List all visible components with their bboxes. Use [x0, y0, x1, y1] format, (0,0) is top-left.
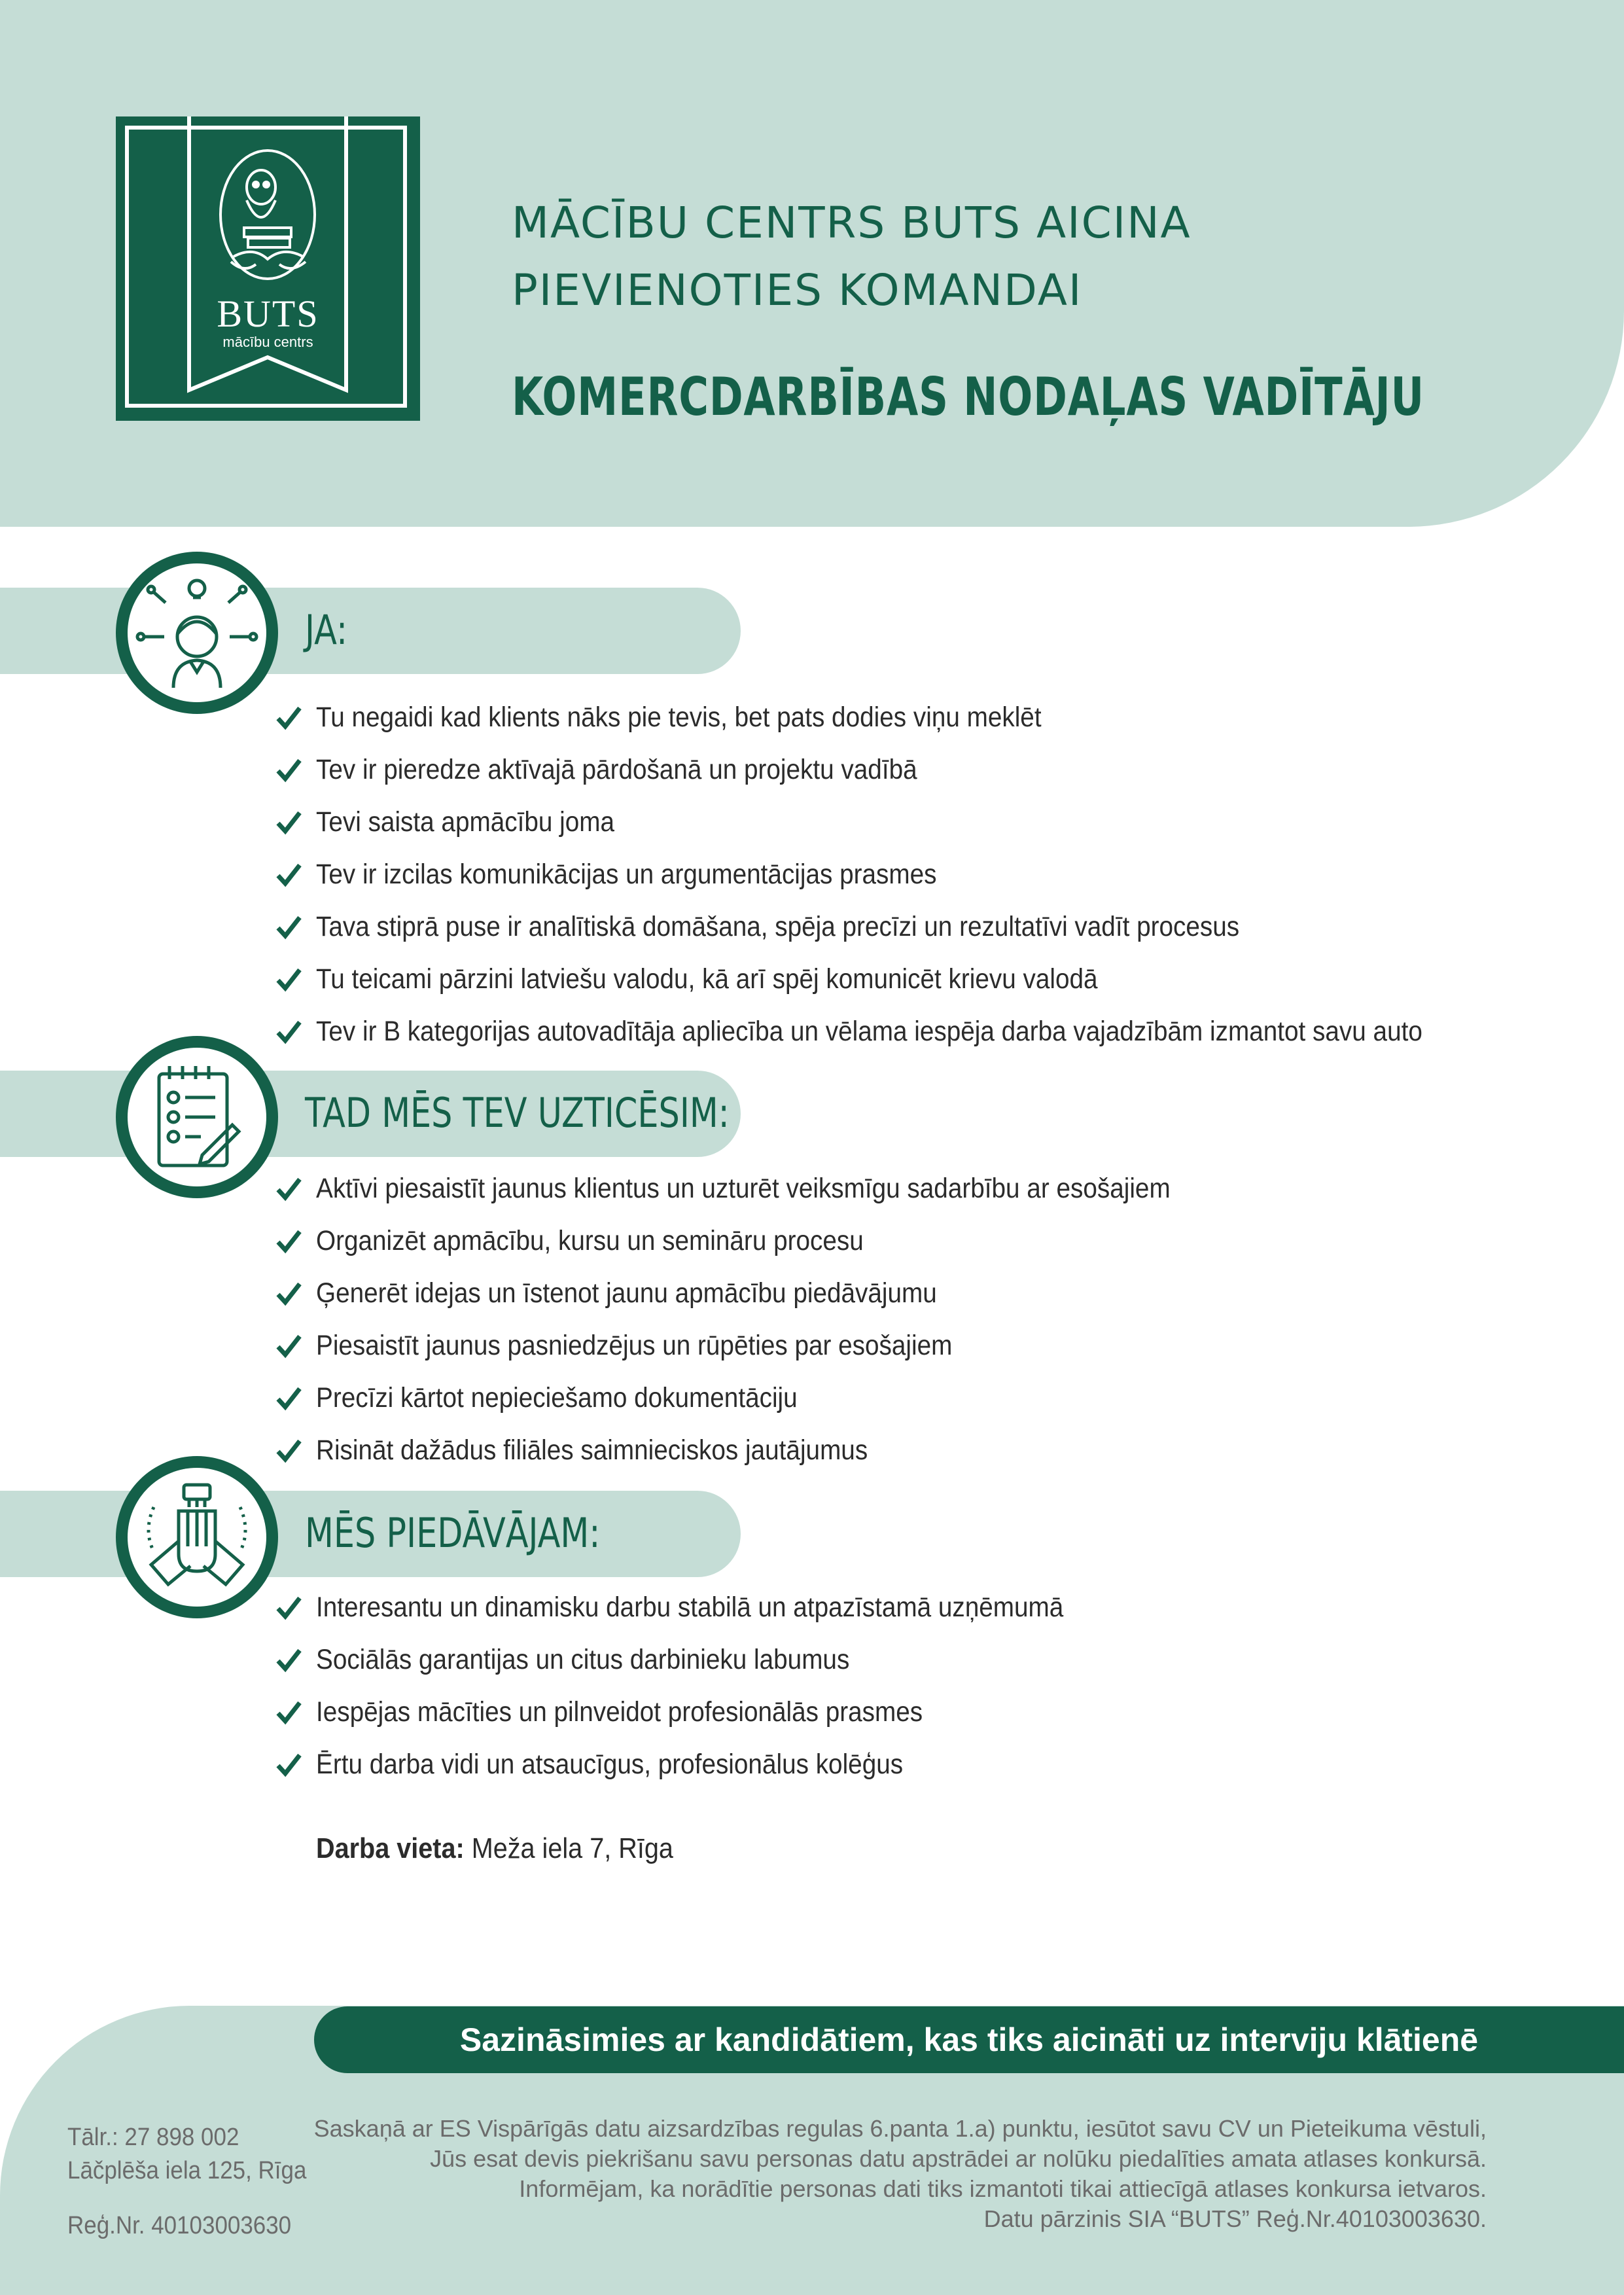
- workplace-label: Darba vieta:: [316, 1832, 465, 1864]
- list-item: Tev ir pieredze aktīvajā pārdošanā un projektu vadībā: [316, 754, 917, 785]
- checkmark-icon: [275, 1385, 302, 1411]
- checkmark-icon: [275, 1646, 302, 1673]
- workplace: [316, 1829, 673, 1868]
- list-item: Piesaistīt jaunus pasniedzējus un rūpēties par esošajiem: [316, 1330, 953, 1361]
- list-item: Ērtu darba vidi un atsaucīgus, profesionālus kolēģus: [316, 1749, 904, 1780]
- checkmark-icon: [275, 1175, 302, 1201]
- list-item: Tu negaidi kad klients nāks pie tevis, bet pats dodies viņu meklēt: [316, 702, 1042, 733]
- job-title: KOMERCDARBĪBAS NODAĻAS VADĪTĀJU: [512, 366, 1424, 427]
- gdpr-line: Saskaņā ar ES Vispārīgās datu aizsardzības regulas 6.panta 1.a) punktu, iesūtot savu CV un Pieteikuma vēstuli,: [313, 2115, 1487, 2142]
- list-item: Sociālās garantijas un citus darbinieku labumus: [316, 1644, 850, 1675]
- section-heading-tasks: TAD MĒS TEV UZTICĒSIM:: [305, 1089, 730, 1137]
- checkmark-icon: [275, 1751, 302, 1777]
- checkmark-icon: [275, 809, 302, 835]
- section-icon: [116, 552, 278, 714]
- list-item: Risināt dažādus filiāles saimnieciskos jautājumus: [316, 1434, 868, 1466]
- checkmark-icon: [275, 1699, 302, 1725]
- checkmark-icon: [275, 1594, 302, 1620]
- section-heading-ja: JA:: [305, 606, 348, 654]
- checkmark-icon: [275, 704, 302, 730]
- list-item: Aktīvi piesaistīt jaunus klientus un uzturēt veiksmīgu sadarbību ar esošajiem: [316, 1173, 1171, 1204]
- list-item: Tu teicami pārzini latviešu valodu, kā arī spēj komunicēt krievu valodā: [316, 963, 1098, 995]
- checkmark-icon: [275, 1228, 302, 1254]
- list-item: Ģenerēt idejas un īstenot jaunu apmācību piedāvājumu: [316, 1277, 937, 1309]
- list-item: Interesantu un dinamisku darbu stabilā un atpazīstamā uzņēmumā: [316, 1592, 1064, 1623]
- checkmark-icon: [275, 914, 302, 940]
- contact-phone: Tālr.: 27 898 002: [67, 2124, 239, 2151]
- checkmark-icon: [275, 861, 302, 887]
- person-ideas-icon: [128, 563, 266, 702]
- section-heading-bar: [0, 588, 741, 674]
- list-item: Tev ir B kategorijas autovadītāja apliecība un vēlama iespēja darba vajadzībām izmantot savu auto: [316, 1016, 1422, 1047]
- header-line-1: MĀCĪBU CENTRS BUTS AICINA: [512, 198, 1192, 248]
- logo-tagline: mācību centrs: [222, 334, 313, 350]
- list-item: Organizēt apmācību, kursu un semināru procesu: [316, 1225, 864, 1256]
- list-item: Precīzi kārtot nepieciešamo dokumentāciju: [316, 1382, 798, 1414]
- list-item: Tava stiprā puse ir analītiskā domāšana, spēja precīzi un rezultatīvi vadīt procesus: [316, 911, 1240, 942]
- section-icon: [116, 1456, 278, 1618]
- workplace-address: Meža iela 7, Rīga: [471, 1832, 673, 1864]
- header-line-2: PIEVIENOTIES KOMANDAI: [512, 265, 1083, 315]
- checkmark-icon: [275, 1018, 302, 1044]
- checkmark-icon: [275, 756, 302, 783]
- list-item: Iespējas mācīties un pilnveidot profesionālās prasmes: [316, 1696, 923, 1728]
- list-item: Tevi saista apmācību joma: [316, 806, 615, 838]
- buts-logo: [116, 116, 420, 421]
- gdpr-line: Informējam, ka norādītie personas dati tiks izmantoti tikai attiecīgā atlases konkursa ietvaros.: [519, 2175, 1487, 2202]
- gdpr-line: Datu pārzinis SIA “BUTS” Reģ.Nr.40103003630.: [983, 2205, 1487, 2232]
- checkmark-icon: [275, 966, 302, 992]
- contact-address: Lāčplēša iela 125, Rīga: [67, 2157, 307, 2184]
- gdpr-line: Jūs esat devis piekrišanu savu personas datu apstrādei ar nolūku piedalīties amata atlases konkursā.: [430, 2145, 1487, 2172]
- checklist-icon: [128, 1048, 266, 1186]
- checkmark-icon: [275, 1332, 302, 1359]
- contact-banner: [314, 2006, 1624, 2073]
- handshake-icon: [128, 1468, 266, 1607]
- checkmark-icon: [275, 1280, 302, 1306]
- registration-number: Reģ.Nr. 40103003630: [67, 2212, 292, 2239]
- checkmark-icon: [275, 1437, 302, 1463]
- logo-wordmark: BUTS: [217, 293, 319, 335]
- list-item: Tev ir izcilas komunikācijas un argumentācijas prasmes: [316, 859, 937, 890]
- owl-emblem-icon: [116, 116, 420, 421]
- section-icon: [116, 1036, 278, 1198]
- gdpr-notice: [243, 2114, 1487, 2234]
- section-heading-offer: MĒS PIEDĀVĀJAM:: [305, 1509, 601, 1557]
- contact-banner-text: Sazināsimies ar kandidātiem, kas tiks aicināti uz interviju klātienē: [459, 2021, 1479, 2058]
